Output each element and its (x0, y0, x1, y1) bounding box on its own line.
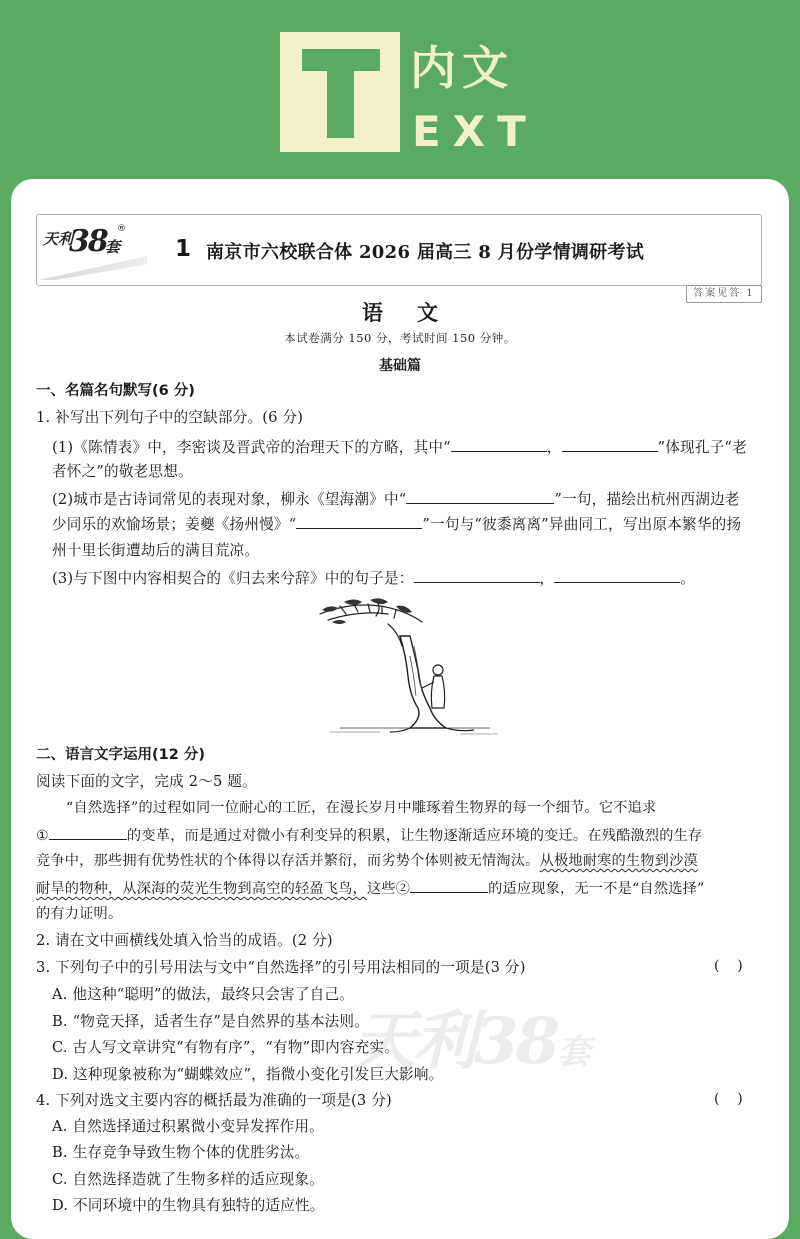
blank-marker-1: ① (36, 828, 49, 844)
passage-line2 (36, 825, 702, 846)
banner-title: 内文 (410, 41, 514, 95)
q1-2-line2 (52, 514, 741, 535)
q1-1-text-a: (1)《陈情表》中，李密谈及晋武帝的治理天下的方略，其中“ (52, 439, 451, 456)
q1-2-line3: 州十里长街遭劫后的满目荒凉。 (52, 542, 260, 559)
q1-1-line1 (52, 437, 747, 458)
logo-swoosh (39, 256, 147, 280)
logo-suffix: 套 (105, 238, 121, 256)
q1-3-line (52, 568, 695, 589)
q1-1-line2: 者怀之”的敬老思想。 (52, 463, 193, 480)
q1-3-end: 。 (680, 570, 696, 587)
answer-blank[interactable] (554, 568, 680, 583)
answer-blank[interactable] (49, 825, 127, 840)
answer-reference-tag: 答案见答 1 (686, 285, 762, 303)
q1-stem: 1. 补写出下列句子中的空缺部分。(6 分) (36, 409, 304, 426)
q3-option-b: B. “物竞天择，适者生存”是自然界的基本法则。 (52, 1013, 370, 1030)
reading-intro: 阅读下面的文字，完成 2～5 题。 (36, 773, 257, 790)
q1-1-text-b: ”体现孔子“老 (657, 439, 747, 456)
publisher-watermark: 天利38套 (352, 1004, 589, 1079)
passage-line2-text: 的变革，而是通过对微小有利变异的积累，让生物逐渐适应环境的变迁。在残酷激烈的生存 (126, 828, 703, 844)
exam-number: 1 (175, 236, 192, 262)
q1-2-text-d: ”一句与“彼黍离离”异曲同工，写出原本繁华的扬 (422, 516, 742, 533)
q1-1-sep: ， (546, 439, 562, 456)
banner-subtitle: EXT (412, 107, 538, 156)
q4-option-d: D. 不同环境中的生物具有独特的适应性。 (52, 1197, 325, 1214)
wavy-underlined-text: 耐旱的物种，从深海的荧光生物到高空的轻盈飞鸟， (36, 881, 367, 897)
passage-line3 (36, 851, 698, 871)
answer-blank[interactable] (451, 437, 547, 452)
q4-option-b: B. 生存竞争导致生物个体的优胜劣汰。 (52, 1144, 310, 1161)
t-logo-bar (302, 49, 380, 71)
banner (0, 0, 800, 180)
q1-3-sep: ， (539, 570, 555, 587)
q1-2-text-b: ”一句，描绘出杭州西湖边老 (554, 491, 740, 508)
answer-blank[interactable] (410, 878, 488, 893)
q1-2-line1 (52, 489, 740, 510)
q1-2-text-c: 少同乐的欢愉场景；姜夔《扬州慢》“ (52, 516, 297, 533)
section-title: 基础篇 (379, 358, 421, 374)
passage-line1: “自然选择”的过程如同一位耐心的工匠，在漫长岁月中雕琢着生物界的每一个细节。它不追求 (66, 800, 657, 816)
t-logo-stem (327, 71, 354, 138)
q3-option-d: D. 这种现象被称为“蝴蝶效应”，指微小变化引发巨大影响。 (52, 1066, 444, 1083)
q4-option-c: C. 自然选择造就了生物多样的适应现象。 (52, 1171, 325, 1188)
answer-blank[interactable] (414, 568, 540, 583)
q4-option-a: A. 自然选择通过积累微小变异发挥作用。 (52, 1118, 324, 1135)
answer-paren[interactable]: ( ) (714, 958, 743, 974)
question-2: 2. 请在文中画横线处填入恰当的成语。(2 分) (36, 932, 333, 949)
exam-title: 南京市六校联合体 2026 届高三 8 月份学情调研考试 (206, 242, 645, 263)
registered-mark: ® (117, 224, 126, 234)
q1-3-text-a: (3)与下图中内容相契合的《归去来兮辞》中的句子是： (52, 570, 414, 587)
logo-text: 天利 (43, 230, 74, 248)
answer-blank[interactable] (296, 514, 422, 529)
answer-blank[interactable] (406, 489, 554, 504)
answer-blank[interactable] (562, 437, 658, 452)
exam-note: 本试卷满分 150 分，考试时间 150 分钟。 (284, 331, 516, 345)
publisher-logo (39, 224, 159, 282)
q1-2-text-a: (2)城市是古诗词常见的表现对象，柳永《望海潮》中“ (52, 491, 407, 508)
wavy-underlined-text: 从极地耐寒的生物到沙漠 (539, 853, 698, 869)
passage-line5: 的有力证明。 (36, 906, 123, 922)
passage-line3-text: 竞争中，那些拥有优势性状的个体得以存活并繁衍，而劣势个体则被无情淘汰。 (36, 853, 540, 869)
blank-marker-2: 这些② (366, 881, 411, 897)
part1-heading: 一、名篇名句默写(6 分) (36, 383, 195, 399)
question-3: 3. 下列句子中的引号用法与文中“自然选择”的引号用法相同的一项是(3 分) (36, 959, 526, 976)
passage-line4-text: 的适应现象，无一不是“自然选择” (488, 881, 705, 897)
answer-paren[interactable]: ( ) (714, 1091, 743, 1107)
logo-number: 38 (69, 224, 107, 259)
subject-title: 语文 (362, 300, 472, 325)
part2-heading: 二、语言文字运用(12 分) (36, 747, 205, 763)
q3-option-c: C. 古人写文章讲究“有物有序”，“有物”即内容充实。 (52, 1039, 400, 1056)
pine-tree-illustration (310, 596, 505, 738)
passage-line4 (36, 878, 704, 899)
q3-option-a: A. 他这种“聪明”的做法，最终只会害了自己。 (52, 986, 355, 1003)
question-4: 4. 下列对选文主要内容的概括最为准确的一项是(3 分) (36, 1092, 392, 1109)
